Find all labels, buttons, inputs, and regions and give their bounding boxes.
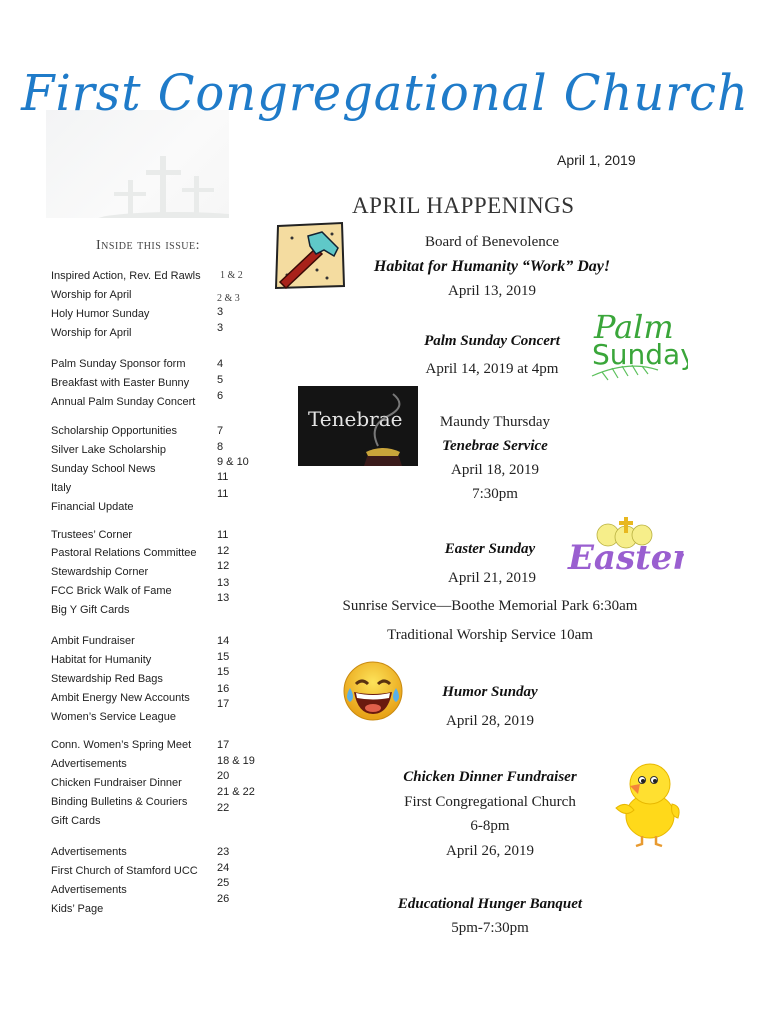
toc-page: 23 <box>217 846 230 858</box>
toc-page: 15 <box>217 651 230 663</box>
toc-item[interactable]: Ambit Energy New Accounts <box>51 692 190 704</box>
toc-page: 8 <box>217 441 224 453</box>
toc-page: 25 <box>217 877 230 889</box>
toc-item[interactable]: Holy Humor Sunday <box>51 308 150 320</box>
issue-date: April 1, 2019 <box>557 152 636 168</box>
toc-item[interactable]: Palm Sunday Sponsor form <box>51 358 186 370</box>
toc-item[interactable]: Worship for April <box>51 327 132 339</box>
happenings-title: APRIL HAPPENINGS <box>352 193 575 218</box>
toc-item[interactable]: Silver Lake Scholarship <box>51 444 166 456</box>
newsletter-title: First Congregational Church <box>21 64 749 122</box>
toc-item[interactable]: First Church of Stamford UCC <box>51 865 198 877</box>
habitat-date: April 13, 2019 <box>448 283 536 299</box>
toc-page: 9 & 10 <box>217 456 249 468</box>
palm-event-name: Palm Sunday Concert <box>424 333 560 349</box>
easter-date: April 21, 2019 <box>448 570 536 586</box>
svg-text:Sunday: Sunday <box>592 338 688 371</box>
habitat-org: Board of Benevolence <box>424 234 560 250</box>
toc-page: 20 <box>217 770 230 782</box>
toc-item[interactable]: Women’s Service League <box>51 711 176 723</box>
tenebrae-event-name: Tenebrae Service <box>442 438 548 454</box>
chicken-time: 6-8pm <box>470 818 510 834</box>
chicken-event-name: Chicken Dinner Fundraiser <box>403 769 577 785</box>
tenebrae-day: Maundy Thursday <box>439 414 551 430</box>
toc-item[interactable]: Gift Cards <box>51 815 101 827</box>
toc-page: 16 <box>217 683 230 695</box>
easter-sunrise-service: Sunrise Service—Boothe Memorial Park 6:30am <box>342 598 638 614</box>
tenebrae-time: 7:30pm <box>472 486 518 502</box>
toc-item[interactable]: Pastoral Relations Committee <box>51 547 197 559</box>
toc-item[interactable]: Worship for April <box>51 289 132 301</box>
easter-image <box>566 515 684 575</box>
hammer-icon <box>272 220 348 290</box>
toc-item[interactable]: Stewardship Red Bags <box>51 673 163 685</box>
toc-page: 13 <box>217 592 230 604</box>
hunger-banquet-time: 5pm-7:30pm <box>451 920 529 936</box>
toc-page: 11 <box>217 488 229 500</box>
toc-item[interactable]: Annual Palm Sunday Concert <box>51 396 196 408</box>
chick-image <box>612 756 682 850</box>
toc-item[interactable]: Sunday School News <box>51 463 156 475</box>
toc-page: 22 <box>217 802 230 814</box>
toc-page: 12 <box>217 545 230 557</box>
toc-item[interactable]: Trustees’ Corner <box>51 529 133 541</box>
toc-page: 5 <box>217 374 224 386</box>
toc-item[interactable]: Big Y Gift Cards <box>51 604 130 616</box>
toc-item[interactable]: Ambit Fundraiser <box>51 635 135 647</box>
palm-date: April 14, 2019 at 4pm <box>425 361 559 377</box>
toc-item[interactable]: FCC Brick Walk of Fame <box>51 585 172 597</box>
svg-text:Tenebrae: Tenebrae <box>308 407 403 431</box>
habitat-event-name: Habitat for Humanity “Work” Day! <box>373 258 611 275</box>
toc-item[interactable]: Scholarship Opportunities <box>51 425 177 437</box>
toc-item[interactable]: Chicken Fundraiser Dinner <box>51 777 182 789</box>
toc-page: 11 <box>217 529 229 541</box>
toc-item[interactable]: Financial Update <box>51 501 134 513</box>
toc-page: 6 <box>217 390 224 402</box>
toc-page: 7 <box>217 425 224 437</box>
toc-page: 1 & 2 <box>220 270 243 281</box>
toc-item[interactable]: Stewardship Corner <box>51 566 149 578</box>
laughing-emoji-icon <box>340 660 406 722</box>
toc-item[interactable]: Advertisements <box>51 846 127 858</box>
toc-page: 12 <box>217 560 230 572</box>
toc-page: 17 <box>217 739 230 751</box>
toc-page: 3 <box>217 306 224 318</box>
chicken-date: April 26, 2019 <box>446 843 534 859</box>
toc-page: 13 <box>217 577 230 589</box>
toc-item[interactable]: Inspired Action, Rev. Ed Rawls <box>51 270 201 282</box>
svg-text:Palm: Palm <box>594 308 674 346</box>
toc-page: 4 <box>217 358 224 370</box>
toc-title: Inside this issue: <box>96 238 200 253</box>
easter-traditional-service: Traditional Worship Service 10am <box>387 627 593 643</box>
toc-page: 18 & 19 <box>217 755 255 767</box>
toc-item[interactable]: Habitat for Humanity <box>51 654 152 666</box>
toc-item[interactable]: Breakfast with Easter Bunny <box>51 377 190 389</box>
toc-page: 15 <box>217 666 230 678</box>
toc-page: 24 <box>217 862 230 874</box>
three-crosses-background-image <box>46 110 229 218</box>
humor-date: April 28, 2019 <box>446 713 534 729</box>
toc-item[interactable]: Advertisements <box>51 758 127 770</box>
chicken-location: First Congregational Church <box>404 794 576 810</box>
toc-page: 21 & 22 <box>217 786 255 798</box>
humor-event-name: Humor Sunday <box>442 684 538 700</box>
tenebrae-date: April 18, 2019 <box>451 462 539 478</box>
toc-item[interactable]: Conn. Women’s Spring Meet <box>51 739 192 751</box>
toc-page: 2 & 3 <box>217 293 240 304</box>
toc-page: 14 <box>217 635 230 647</box>
svg-text:Easter: Easter <box>568 538 684 575</box>
toc-item[interactable]: Italy <box>51 482 72 494</box>
toc-page: 17 <box>217 698 230 710</box>
easter-event-name: Easter Sunday <box>444 541 536 557</box>
hunger-banquet-event-name: Educational Hunger Banquet <box>397 896 583 912</box>
toc-page: 3 <box>217 322 224 334</box>
toc-item[interactable]: Advertisements <box>51 884 127 896</box>
toc-item[interactable]: Binding Bulletins & Couriers <box>51 796 188 808</box>
palm-sunday-image <box>588 302 688 384</box>
tenebrae-image <box>298 386 418 466</box>
toc-page: 11 <box>217 471 229 483</box>
toc-item[interactable]: Kids’ Page <box>51 903 104 915</box>
toc-page: 26 <box>217 893 230 905</box>
